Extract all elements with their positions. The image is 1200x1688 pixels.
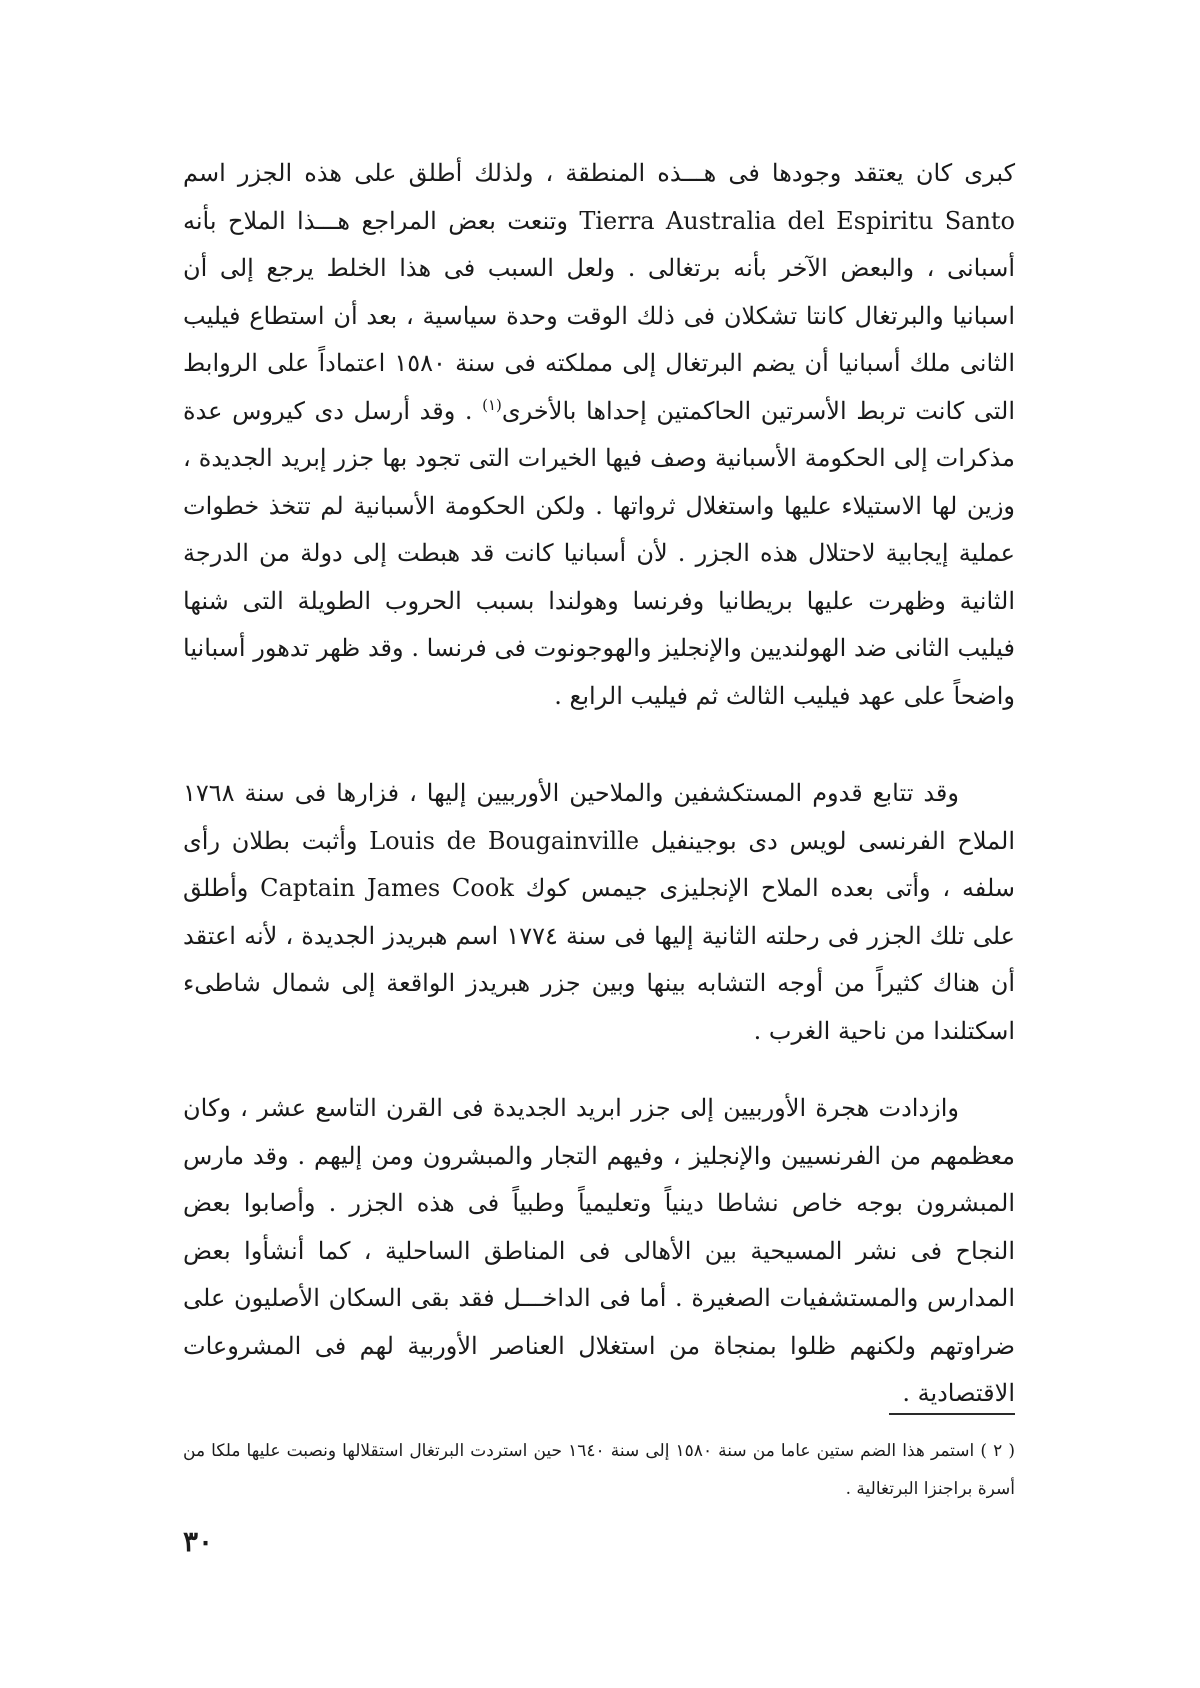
footnote-reference: (١) — [482, 395, 502, 414]
body-paragraph-3: وازدادت هجرة الأوربيين إلى جزر ابريد الجديدة فى القرن التاسع عشر ، وكان معظمهم من الفرنسيين والإنجليز ، وفيهم التجار والمبشرون ومن إليهم . وقد مارس المبشرون بوجه خاص نشاطا دينياً وتعليمياً وطبياً فى هذه الجزر . وأصابوا بعض النجاح فى نشر المسيحية بين الأهالى فى المناطق الساحلية ، كما أنشأوا بعض المدارس والمستشفيات الصغيرة . أما فى الداخـــل فقد بقى السكان الأصليون على ضراوتهم ولكنهم ظلوا بمنجاة من استغلال العناصر الأوربية لهم فى المشروعات الاقتصادية . — [183, 1094, 1015, 1407]
footnote: ( ٢ ) استمر هذا الضم ستين عاما من سنة ١٥٨٠ إلى سنة ١٦٤٠ حين استردت البرتغال استقلالها ونصبت عليها ملكا من أسرة براجنزا البرتغالية . — [183, 1441, 1015, 1499]
paragraph-1-rest-text: . وقد أرسل دى كيروس عدة مذكرات إلى الحكومة الأسبانية وصف فيها الخيرات التى تجود بها جزر إبريد الجديدة ، وزين لها الاستيلاء عليها واستغلال ثرواتها . ولكن الحكومة الأسبانية لم تتخذ خطوات عملية إيجابية لاحتلال هذه الجزر . لأن أسبانيا كانت قد هبطت إلى دولة من الدرجة الثانية وظهرت عليها بريطانيا وفرنسا وهولندا بسبب الحروب الطويلة التى شنها فيليب الثانى ضد الهولنديين والإنجليز والهوجونوت فى فرنسا . وقد ظهر تدهور أسبانيا واضحاً على عهد فيليب الثالث ثم فيليب الرابع . — [183, 396, 1016, 710]
body-paragraph-1 — [183, 150, 1015, 720]
paragraph-1-main-text: كبرى كان يعتقد وجودها فى هـــذه المنطقة ، ولذلك أطلق على هذه الجزر اسم Tierra Australia del Espiritu Santo وتنعت بعض المراجع هـــذا الملاح بأنه أسبانى ، والبعض الآخر بأنه برتغالى . ولعل السبب فى هذا الخلط يرجع إلى أن اسبانيا والبرتغال كانتا تشكلان فى ذلك الوقت وحدة سياسية ، بعد أن استطاع فيليب الثانى ملك أسبانيا أن يضم البرتغال إلى مملكته فى سنة ١٥٨٠ اعتماداً على الروابط التى كانت تربط الأسرتين الحاكمتين إحداها بالأخرى — [183, 159, 1016, 425]
body-paragraph-2: وقد تتابع قدوم المستكشفين والملاحين الأوربيين إليها ، فزارها فى سنة ١٧٦٨ الملاح الفرنسى لويس دى بوجينفيل Louis de Bougainville وأثبت بطلان رأى سلفه ، وأتى بعده الملاح الإنجليزى جيمس كوك Captain James Cook وأطلق على تلك الجزر فى رحلته الثانية إليها فى سنة ١٧٧٤ اسم هبريدز الجديدة ، لأنه اعتقد أن هناك كثيراً من أوجه التشابه بينها وبين جزر هبريدز الواقعة إلى شمال شاطىء اسكتلندا من ناحية الغرب . — [183, 779, 1016, 1045]
footnote-divider — [889, 1413, 1015, 1415]
page-number: ٣٠ — [183, 1525, 214, 1558]
